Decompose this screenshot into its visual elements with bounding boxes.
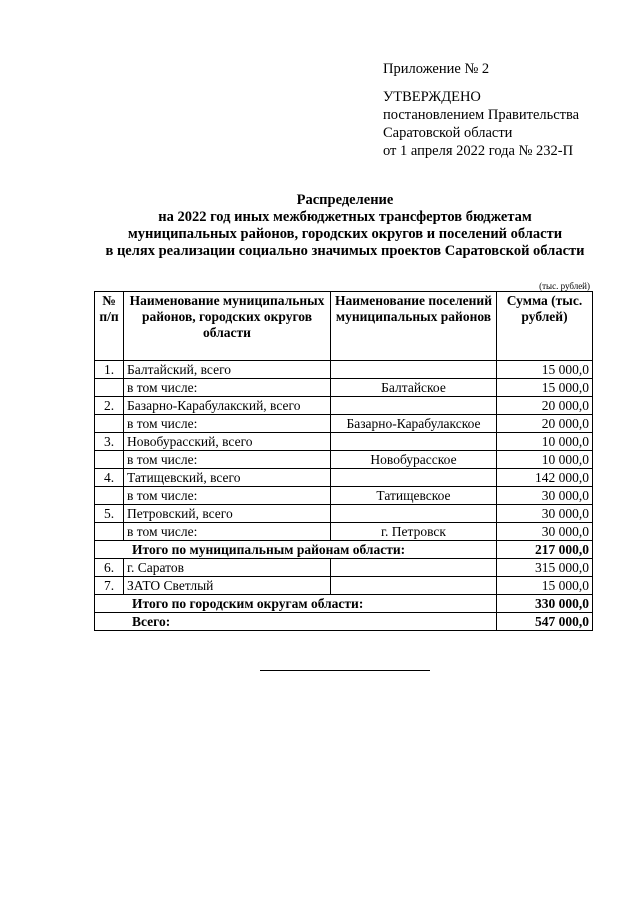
row-settlement [331, 577, 497, 595]
table-row [95, 361, 593, 379]
approval-line: Саратовской области [383, 125, 513, 141]
document-title [60, 192, 630, 260]
distribution-table [94, 291, 593, 631]
row-district: Базарно-Карабулакский, всего [124, 397, 331, 415]
row-number [95, 451, 124, 469]
row-amount: 10 000,0 [497, 433, 593, 451]
title-line: в целях реализации социально значимых проектов Саратовской области [105, 243, 585, 259]
table-row [95, 433, 593, 451]
units-note: (тыс. рублей) [539, 281, 590, 291]
row-amount: 20 000,0 [497, 415, 593, 433]
row-settlement: Татищевское [331, 487, 497, 505]
row-amount: 20 000,0 [497, 397, 593, 415]
table-row [95, 577, 593, 595]
subtotal-cities-row [95, 595, 593, 613]
row-settlement [331, 397, 497, 415]
row-amount: 30 000,0 [497, 523, 593, 541]
row-settlement [331, 361, 497, 379]
row-settlement [331, 559, 497, 577]
subtotal-cities-amount: 330 000,0 [497, 595, 593, 613]
approval-date: от 1 апреля 2022 года № 232-П [383, 143, 574, 159]
row-district: ЗАТО Светлый [124, 577, 331, 595]
row-number [95, 415, 124, 433]
subtotal-districts-amount: 217 000,0 [497, 541, 593, 559]
row-number: 6. [95, 559, 124, 577]
annex-number: Приложение № 2 [383, 61, 490, 77]
row-amount: 15 000,0 [497, 361, 593, 379]
approval-block [383, 60, 623, 160]
row-settlement: Новобурасское [331, 451, 497, 469]
title-line: на 2022 год иных межбюджетных трансфертов бюджетам [158, 209, 532, 225]
row-settlement: Базарно-Карабулакское [331, 415, 497, 433]
approved-label: УТВЕРЖДЕНО [383, 89, 481, 105]
table-row [95, 397, 593, 415]
row-settlement [331, 469, 497, 487]
row-settlement: г. Петровск [331, 523, 497, 541]
subtotal-districts-row [95, 541, 593, 559]
row-district: в том числе: [124, 451, 331, 469]
row-number [95, 523, 124, 541]
row-district: Татищевский, всего [124, 469, 331, 487]
row-settlement [331, 433, 497, 451]
row-number: 2. [95, 397, 124, 415]
row-district: г. Саратов [124, 559, 331, 577]
subtotal-districts-label: Итого по муниципальным районам области: [95, 541, 497, 559]
row-amount: 15 000,0 [497, 577, 593, 595]
table-row [95, 505, 593, 523]
table-header-row [95, 292, 593, 361]
grand-total-row [95, 613, 593, 631]
table-row [95, 451, 593, 469]
table-row [95, 559, 593, 577]
table-row [95, 523, 593, 541]
row-number [95, 487, 124, 505]
row-number: 7. [95, 577, 124, 595]
subtotal-cities-label: Итого по городским округам области: [95, 595, 497, 613]
row-district: Петровский, всего [124, 505, 331, 523]
row-district: в том числе: [124, 487, 331, 505]
row-district: в том числе: [124, 523, 331, 541]
header-amount: Сумма (тыс. рублей) [497, 292, 593, 361]
row-number: 1. [95, 361, 124, 379]
grand-total-amount: 547 000,0 [497, 613, 593, 631]
row-amount: 30 000,0 [497, 505, 593, 523]
grand-total-label: Всего: [95, 613, 497, 631]
row-number: 4. [95, 469, 124, 487]
table-row [95, 415, 593, 433]
row-amount: 315 000,0 [497, 559, 593, 577]
row-number: 5. [95, 505, 124, 523]
title-line: Распределение [296, 192, 394, 208]
closing-rule [260, 670, 430, 671]
row-settlement [331, 505, 497, 523]
header-no: № п/п [95, 292, 124, 361]
row-settlement: Балтайское [331, 379, 497, 397]
header-district: Наименование муниципальных районов, городских округов области [124, 292, 331, 361]
row-number: 3. [95, 433, 124, 451]
row-district: в том числе: [124, 379, 331, 397]
row-amount: 10 000,0 [497, 451, 593, 469]
row-district: в том числе: [124, 415, 331, 433]
row-amount: 15 000,0 [497, 379, 593, 397]
header-settlement: Наименование поселений муниципальных районов [331, 292, 497, 361]
row-district: Балтайский, всего [124, 361, 331, 379]
row-amount: 142 000,0 [497, 469, 593, 487]
approval-line: постановлением Правительства [383, 107, 580, 123]
table-row [95, 379, 593, 397]
row-amount: 30 000,0 [497, 487, 593, 505]
title-line: муниципальных районов, городских округов и поселений области [127, 226, 563, 242]
table-row [95, 469, 593, 487]
row-number [95, 379, 124, 397]
table-row [95, 487, 593, 505]
row-district: Новобурасский, всего [124, 433, 331, 451]
